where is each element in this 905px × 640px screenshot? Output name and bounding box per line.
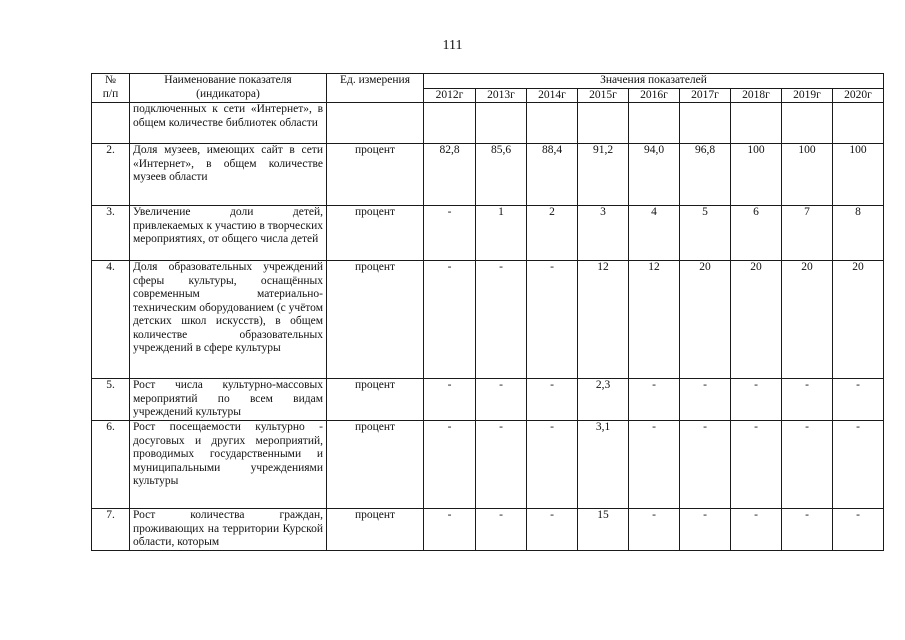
row-num: 5. [92, 379, 130, 421]
row-num: 4. [92, 261, 130, 379]
row-unit: процент [327, 261, 424, 379]
row-value: 12 [578, 261, 629, 379]
header-year: 2019г [782, 88, 833, 103]
row-value [476, 103, 527, 144]
row-value: - [731, 509, 782, 551]
row-value: 2 [527, 206, 578, 261]
row-name: Увеличение доли детей, привлекаемых к участию в творческих мероприятиях, от общего числа детей [130, 206, 327, 261]
row-value: - [476, 379, 527, 421]
header-year: 2012г [424, 88, 476, 103]
row-value: - [782, 379, 833, 421]
header-year: 2016г [629, 88, 680, 103]
table-header [92, 74, 884, 103]
row-value: - [527, 379, 578, 421]
row-value: 20 [833, 261, 884, 379]
row-unit: процент [327, 509, 424, 551]
table-row [92, 144, 884, 206]
row-num: 3. [92, 206, 130, 261]
row-unit: процент [327, 421, 424, 509]
row-value: - [527, 421, 578, 509]
row-value: - [680, 509, 731, 551]
page-number: 111 [442, 38, 463, 53]
row-value: - [833, 509, 884, 551]
row-name: Рост посещаемости культурно - досуговых и других мероприятий, проводимых государственными и муниципальными учреждениями культуры [130, 421, 327, 509]
header-name-line2: (индикатора) [196, 87, 260, 100]
row-value: - [629, 509, 680, 551]
row-value: 3 [578, 206, 629, 261]
row-value: 12 [629, 261, 680, 379]
row-value: 100 [833, 144, 884, 206]
row-value [833, 103, 884, 144]
row-value: 94,0 [629, 144, 680, 206]
row-value [680, 103, 731, 144]
row-value: - [476, 261, 527, 379]
table-row [92, 421, 884, 509]
row-name: Доля образовательных учреждений сферы культуры, оснащённых современным материально-техническим оборудованием (с учётом детских школ искусств), в общем количестве образовательных учреждений в сфере культуры [130, 261, 327, 379]
row-value: 82,8 [424, 144, 476, 206]
row-name: Рост числа культурно-массовых мероприятий по всем видам учреждений культуры [130, 379, 327, 421]
row-name: Доля музеев, имеющих сайт в сети «Интернет», в общем количестве музеев области [130, 144, 327, 206]
row-unit: процент [327, 379, 424, 421]
row-value: - [782, 509, 833, 551]
row-value: 91,2 [578, 144, 629, 206]
row-value: - [424, 379, 476, 421]
table-row [92, 509, 884, 551]
header-year: 2015г [578, 88, 629, 103]
row-value: 6 [731, 206, 782, 261]
row-unit: процент [327, 206, 424, 261]
row-value: - [629, 421, 680, 509]
header-num-line2: п/п [102, 87, 119, 100]
row-value: 7 [782, 206, 833, 261]
row-value: 5 [680, 206, 731, 261]
row-value: - [527, 509, 578, 551]
row-value: - [476, 509, 527, 551]
row-value [527, 103, 578, 144]
row-value: - [527, 261, 578, 379]
row-value: - [629, 379, 680, 421]
row-unit: процент [327, 144, 424, 206]
header-year: 2020г [833, 88, 884, 103]
row-value: 8 [833, 206, 884, 261]
header-num-line1: № [105, 74, 116, 86]
header-name [130, 74, 327, 103]
table-row [92, 261, 884, 379]
row-num: 7. [92, 509, 130, 551]
table-row [92, 103, 884, 144]
row-value: 85,6 [476, 144, 527, 206]
row-value [424, 103, 476, 144]
row-value: - [680, 379, 731, 421]
row-name: Рост количества граждан, проживающих на территории Курской области, которым [130, 509, 327, 551]
header-num [92, 74, 130, 103]
row-value: - [833, 421, 884, 509]
header-year: 2018г [731, 88, 782, 103]
row-value [629, 103, 680, 144]
indicators-table [91, 73, 884, 551]
header-year: 2014г [527, 88, 578, 103]
row-value: - [424, 509, 476, 551]
header-name-line1: Наименование показателя [164, 74, 292, 86]
row-value: 2,3 [578, 379, 629, 421]
header-year: 2017г [680, 88, 731, 103]
row-value: - [476, 421, 527, 509]
row-name: подключенных к сети «Интернет», в общем количестве библиотек области [130, 103, 327, 144]
row-value [731, 103, 782, 144]
row-value: 20 [731, 261, 782, 379]
row-value: - [782, 421, 833, 509]
header-unit: Ед. измерения [327, 74, 424, 103]
row-num [92, 103, 130, 144]
row-value [578, 103, 629, 144]
row-value: - [731, 421, 782, 509]
row-value: 15 [578, 509, 629, 551]
row-value: 96,8 [680, 144, 731, 206]
row-value: - [424, 261, 476, 379]
row-value: 4 [629, 206, 680, 261]
row-value: 20 [680, 261, 731, 379]
row-value: - [731, 379, 782, 421]
header-year: 2013г [476, 88, 527, 103]
row-value: - [680, 421, 731, 509]
table-row [92, 379, 884, 421]
header-values-group: Значения показателей [424, 74, 884, 89]
row-value: 100 [782, 144, 833, 206]
row-value: 100 [731, 144, 782, 206]
row-value: - [833, 379, 884, 421]
row-num: 2. [92, 144, 130, 206]
row-value: - [424, 206, 476, 261]
table-row [92, 206, 884, 261]
row-num: 6. [92, 421, 130, 509]
row-value: - [424, 421, 476, 509]
row-value: 88,4 [527, 144, 578, 206]
row-unit [327, 103, 424, 144]
row-value: 1 [476, 206, 527, 261]
row-value [782, 103, 833, 144]
row-value: 3,1 [578, 421, 629, 509]
row-value: 20 [782, 261, 833, 379]
